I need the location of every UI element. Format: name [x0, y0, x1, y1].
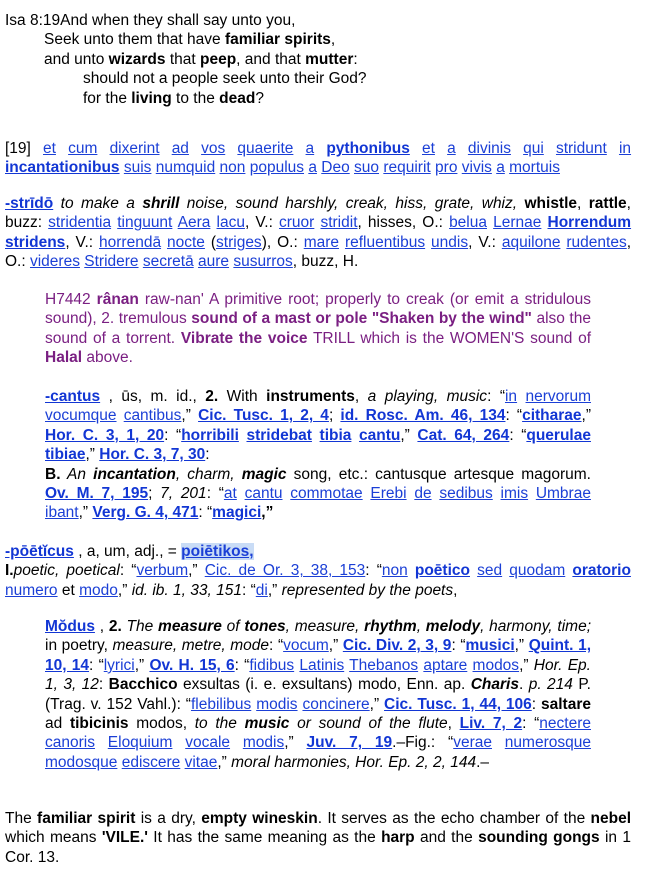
- latin-word-link[interactable]: pro: [435, 159, 458, 177]
- latin-word-link[interactable]: nocte: [167, 233, 205, 251]
- latin-word-link[interactable]: stridentia: [48, 214, 112, 232]
- latin-word-link[interactable]: querulae: [526, 426, 591, 444]
- latin-word-link[interactable]: non: [381, 562, 408, 580]
- verse-line-2: Seek unto them that have familiar spirits,: [44, 31, 336, 49]
- latin-word-link[interactable]: requirit: [383, 159, 431, 177]
- latin-word-link[interactable]: et: [422, 140, 435, 157]
- latin-word-link[interactable]: numero: [5, 581, 58, 599]
- latin-word-link[interactable]: in: [618, 140, 632, 157]
- latin-word-link[interactable]: modis: [242, 734, 285, 752]
- latin-word-link[interactable]: canoris: [45, 734, 95, 752]
- latin-word-link[interactable]: modis: [256, 695, 298, 713]
- latin-word-link[interactable]: cruor: [279, 214, 315, 232]
- latin-word-link[interactable]: secretā: [142, 253, 194, 271]
- latin-word-link[interactable]: flebilibus: [190, 695, 252, 713]
- latin-word-link[interactable]: stridit: [320, 214, 358, 232]
- latin-word-link[interactable]: cum: [68, 140, 98, 157]
- latin-word-link[interactable]: cantu: [244, 485, 283, 503]
- modus-headword-link[interactable]: Mŏdus: [45, 618, 95, 635]
- citation-link[interactable]: Cic. Tusc. 1, 2, 4: [198, 407, 329, 425]
- modus-entry: Mŏdus , 2. The measure of tones, measure, rhythm, melody, harmony, time; in poetry, measure, metre, mode: “vocum,” Cic. Div. 2, 3, 9: “musici,” Quint. 1, 10, 14: “lyrici,” Ov. H. 15, 6: “fidibus Latinis Thebanos aptare modos,” Hor. Ep. 1, 3, 12: Bacchico exsultas (i. e. exsultans) modo, Enn. ap. Charis. p. 214 P. (Trag. v. 152 Vahl.): “flebilibus modis concinere,” Cic. Tusc. 1, 44, 106: saltare ad tibicinis modos, to the music or sound of the flute, Liv. 7, 2: “nectere canoris Eloquium vocale modis,” Juv. 7, 19.–Fig.: “verae numerosque modosque ediscere vitae,” moral harmonies, Hor. Ep. 2, 2, 144.–: [45, 618, 591, 771]
- latin-word-link[interactable]: divinis: [467, 140, 511, 157]
- latin-word-link[interactable]: vivis: [461, 159, 492, 177]
- latin-word-link[interactable]: verae: [453, 734, 492, 752]
- latin-word-link[interactable]: a: [308, 159, 317, 177]
- verse-line-3: and unto wizards that peep, and that mutter:: [44, 50, 358, 68]
- latin-word-link[interactable]: aptare: [423, 656, 468, 674]
- latin-word-link[interactable]: a: [496, 159, 505, 177]
- latin-word-link[interactable]: stridunt: [555, 140, 607, 157]
- latin-word-link[interactable]: ibant: [45, 504, 79, 522]
- poeticus-entry: -pōētĭcus , a, um, adj., = poiētikos, I.poetic, poetical: “verbum,” Cic. de Or. 3, 38, 153: “non poētico sed quodam oratorio numero et modo,” id. ib. 1, 33, 151: “di,” represented by the poets,: [5, 543, 631, 599]
- latin-word-link[interactable]: di: [255, 581, 268, 599]
- latin-word-link[interactable]: ad: [171, 140, 189, 157]
- latin-word-link[interactable]: mortuis: [509, 159, 560, 177]
- latin-word-link[interactable]: striges: [216, 233, 262, 251]
- citation-link[interactable]: Liv. 7, 2: [459, 715, 523, 733]
- latin-word-link[interactable]: a: [305, 140, 315, 157]
- citation-link[interactable]: Ov. M. 7, 195: [45, 485, 149, 503]
- latin-word-link[interactable]: de: [414, 485, 432, 503]
- strido-entry: -strīdō to make a shrill noise, sound harshly, creak, hiss, grate, whiz, whistle, rattle, buzz: stridentia tinguunt Aera lacu, V.: cruor stridit, hisses, O.: belua Lernae Horrendum stridens, V.: horrendā nocte (striges), O.: mare refluentibus undis, V.: aquilone rudentes, O.: videres Stridere secretā aure susurros, buzz, H.: [5, 195, 632, 271]
- latin-word-link[interactable]: tibia: [319, 426, 352, 444]
- latin-word-link[interactable]: verbum: [136, 562, 189, 580]
- latin-word-link[interactable]: cantibus: [123, 407, 182, 425]
- latin-word-link[interactable]: quodam: [509, 562, 566, 580]
- greek-word-link[interactable]: poiētikos,: [181, 543, 254, 560]
- verse-line-5: for the living to the dead?: [83, 89, 264, 107]
- poeticus-headword-link[interactable]: -pōētĭcus: [5, 543, 74, 560]
- latin-word-link[interactable]: horribili: [181, 426, 239, 444]
- citation-link[interactable]: Quint. 1, 10, 14: [45, 637, 591, 674]
- latin-word-link[interactable]: vocum: [283, 637, 329, 655]
- latin-word-link[interactable]: cantu: [359, 426, 401, 444]
- latin-word-link[interactable]: horrendā: [99, 233, 162, 251]
- latin-word-link[interactable]: stridebat: [246, 426, 312, 444]
- latin-word-link[interactable]: vocale: [185, 734, 231, 752]
- latin-word-link[interactable]: aquilone: [501, 233, 561, 251]
- cantus-entry: -cantus , ūs, m. id., 2. With instruments, a playing, music: “in nervorum vocumque cantibus,” Cic. Tusc. 1, 2, 4; id. Rosc. Am. 46, 134: “citharae,” Hor. C. 3, 1, 20: “horribili stridebat tibia cantu,” Cat. 64, 264: “querulae tibiae,” Hor. C. 3, 7, 30: B. An incantation, charm, magic song, etc.: cantusque artesque magorum. Ov. M. 7, 195; 7, 201: “at cantu commotae Erebi de sedibus imis Umbrae ibant,” Verg. G. 4, 471: “magici,”: [45, 388, 592, 522]
- latin-word-link[interactable]: Deo: [321, 159, 350, 177]
- latin-word-link[interactable]: numquid: [155, 159, 216, 177]
- citation-link[interactable]: Hor. C. 3, 1, 20: [45, 426, 165, 444]
- latin-word-link[interactable]: dixerint: [109, 140, 160, 157]
- latin-word-link[interactable]: Horrendum: [547, 214, 632, 232]
- latin-word-link[interactable]: populus: [249, 159, 305, 177]
- latin-word-link[interactable]: musici: [465, 637, 515, 655]
- latin-word-link[interactable]: aure: [198, 253, 230, 271]
- latin-word-link[interactable]: citharae: [522, 407, 582, 425]
- latin-word-link[interactable]: nectere: [539, 715, 591, 733]
- verse-block: [5, 11, 631, 108]
- latin-word-link[interactable]: poētico: [414, 562, 470, 580]
- latin-word-link[interactable]: a: [447, 140, 456, 157]
- latin-word-link[interactable]: in: [504, 388, 518, 405]
- latin-word-link[interactable]: suo: [354, 159, 380, 177]
- incantationibus-link[interactable]: incantationibus: [5, 159, 120, 177]
- closing-paragraph: The familiar spirit is a dry, empty wineskin. It serves as the echo chamber of the nebel which means 'VILE.' It has the same meaning as the harp and the sounding gongs in 1 Cor. 13.: [5, 810, 632, 866]
- latin-word-link[interactable]: commotae: [290, 485, 363, 503]
- latin-word-link[interactable]: magici: [212, 504, 262, 522]
- latin-word-link[interactable]: suis: [123, 159, 152, 177]
- citation-link[interactable]: id. Rosc. Am. 46, 134: [340, 407, 506, 425]
- latin-word-link[interactable]: Latinis: [299, 656, 345, 674]
- latin-word-link[interactable]: quaerite: [237, 140, 294, 157]
- latin-text: [19] et cum dixerint ad vos quaerite a pythonibus et a divinis qui stridunt in incantationibus suis numquid non populus a Deo suo requirit pro vivis a mortuis: [5, 140, 632, 177]
- citation-link[interactable]: Juv. 7, 19: [306, 734, 393, 752]
- latin-word-link[interactable]: imis: [500, 485, 529, 503]
- latin-word-link[interactable]: nervorum: [525, 388, 591, 405]
- cantus-headword-link[interactable]: -cantus: [45, 388, 101, 405]
- citation-link[interactable]: Verg. G. 4, 471: [92, 504, 199, 522]
- latin-word-link[interactable]: tinguunt: [117, 214, 173, 232]
- citation-link[interactable]: Cat. 64, 264: [417, 426, 510, 444]
- latin-word-link[interactable]: ediscere: [121, 753, 181, 771]
- latin-word-link[interactable]: vocumque: [45, 407, 117, 425]
- latin-word-link[interactable]: Umbrae: [535, 485, 591, 503]
- latin-word-link[interactable]: sedibus: [439, 485, 493, 503]
- latin-word-link[interactable]: vitae: [184, 753, 218, 771]
- latin-word-link[interactable]: videres: [29, 253, 80, 271]
- citation-link[interactable]: Hor. C. 3, 7, 30: [99, 446, 206, 464]
- latin-word-link[interactable]: modo: [79, 581, 118, 599]
- latin-word-link[interactable]: fidibus: [249, 656, 295, 674]
- latin-word-link[interactable]: oratorio: [572, 562, 631, 580]
- latin-word-link[interactable]: Thebanos: [349, 656, 419, 674]
- verse-reference: Isa 8:19: [5, 12, 61, 29]
- verse-line-4: should not a people seek unto their God?: [83, 70, 367, 88]
- latin-word-link[interactable]: modosque: [45, 753, 118, 771]
- latin-word-link[interactable]: belua: [449, 214, 487, 232]
- latin-word-link[interactable]: et: [43, 140, 56, 157]
- latin-word-link[interactable]: undis: [431, 233, 469, 251]
- latin-word-link[interactable]: modos: [472, 656, 520, 674]
- strido-headword-link[interactable]: -strīdō: [5, 195, 54, 212]
- citation-link[interactable]: Cic. de Or. 3, 38, 153: [204, 562, 366, 580]
- latin-word-link[interactable]: susurros: [233, 253, 293, 271]
- latin-word-link[interactable]: tibiae: [45, 446, 86, 464]
- latin-word-link[interactable]: rudentes: [566, 233, 627, 251]
- latin-word-link[interactable]: refluentibus: [344, 233, 426, 251]
- latin-word-link[interactable]: vos: [201, 140, 226, 157]
- latin-word-link[interactable]: qui: [523, 140, 544, 157]
- citation-link[interactable]: Cic. Tusc. 1, 44, 106: [384, 695, 532, 713]
- latin-word-link[interactable]: Stridere: [84, 253, 139, 271]
- latin-word-link[interactable]: lacu: [216, 214, 245, 232]
- latin-word-link[interactable]: at: [223, 485, 237, 503]
- citation-link[interactable]: Cic. Div. 2, 3, 9: [342, 637, 452, 655]
- latin-word-link[interactable]: concinere: [302, 695, 370, 713]
- pythonibus-link[interactable]: pythonibus: [326, 140, 410, 157]
- latin-word-link[interactable]: lyrici: [103, 656, 135, 674]
- latin-word-link[interactable]: non: [219, 159, 246, 177]
- latin-word-link[interactable]: Eloquium: [107, 734, 173, 752]
- latin-word-link[interactable]: Lernae: [493, 214, 542, 232]
- latin-word-link[interactable]: Erebi: [370, 485, 407, 503]
- citation-link[interactable]: Ov. H. 15, 6: [149, 656, 235, 674]
- latin-word-link[interactable]: stridens: [5, 233, 66, 251]
- verse-line-1: Isa 8:19And when they shall say unto you,: [5, 12, 296, 29]
- latin-word-link[interactable]: Aera: [177, 214, 211, 232]
- latin-word-link[interactable]: mare: [303, 233, 340, 251]
- latin-word-link[interactable]: sed: [477, 562, 503, 580]
- latin-word-link[interactable]: numerosque: [504, 734, 591, 752]
- strongs-hebrew-entry: H7442 rânan raw-nan' A primitive root; properly to creak (or emit a stridulous sound), 2. tremulous sound of a mast or pole "Shaken by the wind" also the sound of a torrent. Vibrate the voice TRILL which is the WOMEN'S sound of Halal above.: [45, 291, 592, 367]
